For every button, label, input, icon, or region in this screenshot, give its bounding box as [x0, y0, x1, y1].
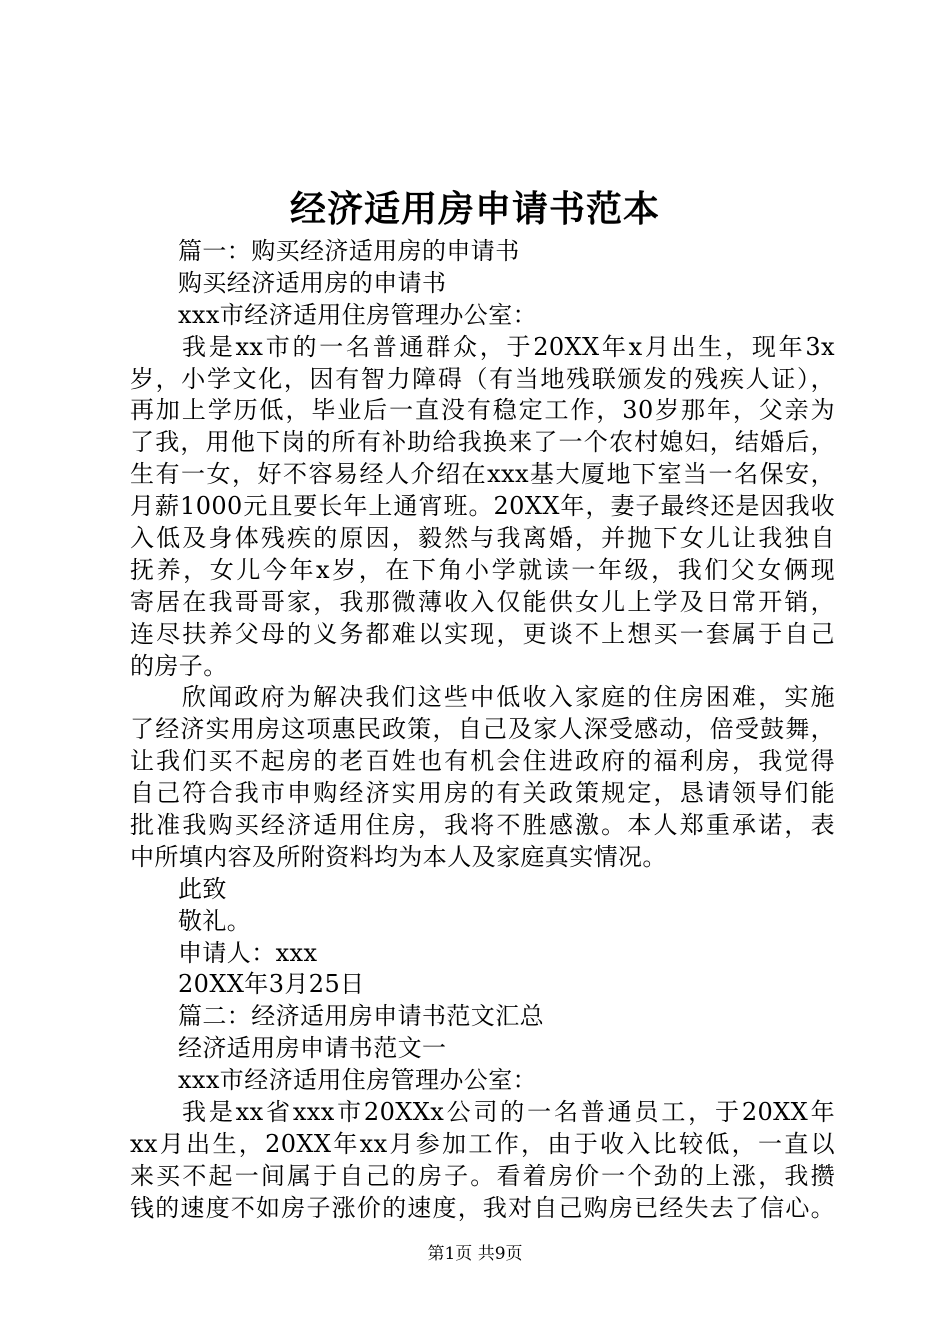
text-line: 连尽扶养父母的义务都难以实现，更谈不上想买一套属于自己 [130, 619, 835, 648]
document-title: 经济适用房申请书范本 [289, 188, 660, 230]
text-line: 我是xx省xxx市20XXx公司的一名普通员工，于20XX年 [182, 1098, 835, 1127]
text-line: 中所填内容及所附资料均为本人及家庭真实情况。 [130, 842, 667, 871]
text-line: 了我，用他下岗的所有补助给我换来了一个农村媳妇，结婚后， [130, 428, 835, 457]
document-body [130, 236, 835, 1225]
text-line: 此致 [178, 874, 227, 903]
text-line: 篇一：购买经济适用房的申请书 [178, 237, 520, 265]
text-line: 的房子。 [130, 651, 228, 680]
text-line: 抚养，女儿今年x岁，在下角小学就读一年级，我们父女俩现 [130, 555, 835, 584]
text-line: 让我们买不起房的老百姓也有机会住进政府的福利房，我觉得 [130, 747, 835, 776]
text-line: 来买不起一间属于自己的房子。看着房价一个劲的上涨，我攒 [130, 1161, 835, 1190]
text-line: 购买经济适用房的申请书 [178, 268, 447, 297]
text-line: 生有一女，好不容易经人介绍在xxx基大厦地下室当一名保安， [130, 460, 835, 489]
text-line: 欣闻政府为解决我们这些中低收入家庭的住房困难，实施 [182, 683, 835, 712]
text-line: 篇二：经济适用房申请书范文汇总 [178, 1002, 544, 1031]
text-line: 再加上学历低，毕业后一直没有稳定工作，30岁那年，父亲为 [130, 396, 835, 425]
text-line: 批准我购买经济适用住房，我将不胜感激。本人郑重承诺，表 [130, 811, 835, 840]
text-line: 申请人：xxx [178, 938, 318, 967]
text-line: xxx市经济适用住房管理办公室： [178, 1066, 538, 1095]
text-line: 了经济实用房这项惠民政策，自己及家人深受感动，倍受鼓舞， [130, 715, 835, 744]
text-line: 岁，小学文化，因有智力障碍（有当地残联颁发的残疾人证）， [130, 364, 835, 393]
text-line: 20XX年3月25日 [178, 970, 365, 999]
text-line: 自己符合我市申购经济实用房的有关政策规定，恳请领导们能 [130, 779, 835, 808]
text-line: 月薪1000元且要长年上通宵班。20XX年，妻子最终还是因我收 [130, 492, 835, 521]
text-line: 寄居在我哥哥家，我那微薄收入仅能供女儿上学及日常开销， [130, 587, 835, 616]
text-line: xx月出生，20XX年xx月参加工作，由于收入比较低，一直以 [130, 1129, 835, 1158]
text-line: 敬礼。 [178, 906, 252, 935]
text-line: 钱的速度不如房子涨价的速度，我对自己购房已经失去了信心。 [130, 1193, 835, 1222]
page-footer: 第1页 共9页 [427, 1244, 523, 1264]
text-line: 经济适用房申请书范文一 [178, 1034, 447, 1063]
text-line: 入低及身体残疾的原因，毅然与我离婚，并抛下女儿让我独自 [130, 524, 835, 553]
text-line: xxx市经济适用住房管理办公室： [178, 300, 538, 329]
text-line: 我是xx市的一名普通群众，于20XX年x月出生，现年3x [182, 332, 835, 361]
